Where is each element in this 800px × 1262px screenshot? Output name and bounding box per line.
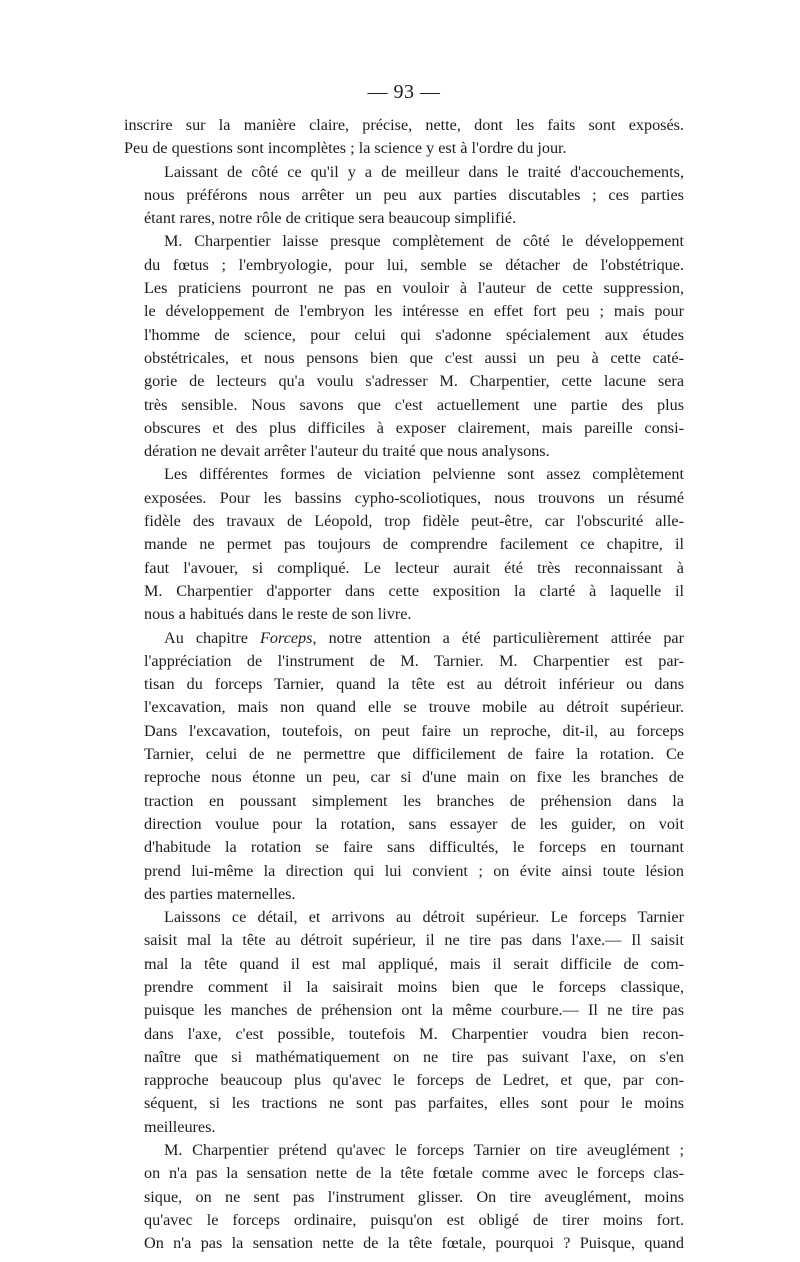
text-line: meilleures. bbox=[144, 1117, 216, 1136]
paragraph bbox=[124, 463, 684, 626]
page-number: — 93 — bbox=[367, 81, 441, 103]
body-text bbox=[124, 114, 684, 1256]
text-line: fidèle des travaux de Léopold, trop fidèle peut-être, car l'obscurité alle- bbox=[144, 512, 684, 531]
text-line: d'habitude la rotation se faire sans difficultés, le forceps en tournant bbox=[144, 838, 684, 857]
paragraph bbox=[124, 161, 684, 231]
text-line: puisque les manches de préhension ont la même courbure.— Il ne tire pas bbox=[144, 1001, 684, 1020]
text-line: l'excavation, mais non quand elle se trouve mobile au détroit supérieur. bbox=[144, 698, 684, 717]
text-line: très sensible. Nous savons que c'est actuellement une partie des plus bbox=[144, 395, 684, 414]
text-line: traction en poussant simplement les branches de préhension dans la bbox=[144, 791, 684, 810]
text-line: M. Charpentier laisse presque complètement de côté le développement bbox=[164, 232, 684, 251]
text-line: saisit mal la tête au détroit supérieur, il ne tire pas dans l'axe.— Il saisit bbox=[144, 931, 684, 950]
text-line: inscrire sur la manière claire, précise, nette, dont les faits sont exposés. bbox=[124, 116, 684, 134]
paragraph bbox=[124, 230, 684, 463]
text-line: prendre comment il la saisirait moins bien que le forceps classique, bbox=[144, 977, 684, 996]
text-line: étant rares, notre rôle de critique sera beaucoup simplifié. bbox=[144, 209, 517, 228]
page bbox=[124, 80, 684, 1256]
text-line: séquent, si les tractions ne sont pas parfaites, elles sont pour le moins bbox=[144, 1094, 684, 1113]
text-line: Au chapitre Forceps, notre attention a été particulièrement attirée par bbox=[164, 628, 684, 647]
text-line: Laissant de côté ce qu'il y a de meilleur dans le traité d'accouchements, bbox=[164, 162, 684, 181]
text-line: Dans l'excavation, toutefois, on peut faire un reproche, dit-il, au forceps bbox=[144, 721, 684, 740]
text-line: exposées. Pour les bassins cypho-scoliotiques, nous trouvons un résumé bbox=[144, 488, 684, 507]
text-line: prend lui-même la direction qui lui convient ; on évite ainsi toute lésion bbox=[144, 861, 684, 880]
text-line: nous préférons nous arrêter un peu aux parties discutables ; ces parties bbox=[144, 185, 684, 204]
text-line: naître que si mathématiquement on ne tire pas suivant l'axe, on s'en bbox=[144, 1047, 684, 1066]
paragraph bbox=[124, 1139, 684, 1255]
text-line: rapproche beaucoup plus qu'avec le forceps de Ledret, et que, par con- bbox=[144, 1071, 684, 1090]
text-line: faut l'avouer, si compliqué. Le lecteur aurait été très reconnaissant à bbox=[144, 558, 684, 577]
text-line: dans l'axe, c'est possible, toutefois M. Charpentier voudra bien recon- bbox=[144, 1024, 684, 1043]
text-line: nous a habitués dans le reste de son livre. bbox=[144, 605, 412, 624]
paragraph bbox=[124, 627, 684, 907]
text-line: des parties maternelles. bbox=[144, 884, 296, 903]
text-line: Laissons ce détail, et arrivons au détroit supérieur. Le forceps Tarnier bbox=[164, 908, 684, 927]
text-line: mal la tête quand il est mal appliqué, mais il serait difficile de com- bbox=[144, 954, 684, 973]
text-line: reproche nous étonne un peu, car si d'une main on fixe les branches de bbox=[144, 768, 684, 787]
text-line: l'appréciation de l'instrument de M. Tarnier. M. Charpentier est par- bbox=[144, 651, 684, 670]
text-line: l'homme de science, pour celui qui s'adonne spécialement aux études bbox=[144, 325, 684, 344]
text-line: obscures et des plus difficiles à exposer clairement, mais pareille consi- bbox=[144, 418, 684, 437]
paragraph bbox=[124, 906, 684, 1139]
text-line: Tarnier, celui de ne permettre que difficilement de faire la rotation. Ce bbox=[144, 745, 684, 764]
text-line: Les différentes formes de viciation pelvienne sont assez complètement bbox=[164, 465, 684, 484]
text-line: M. Charpentier prétend qu'avec le forceps Tarnier on tire aveuglément ; bbox=[164, 1141, 684, 1160]
text-line: qu'avec le forceps ordinaire, puisqu'on est obligé de tirer moins fort. bbox=[144, 1210, 684, 1229]
text-line: du fœtus ; l'embryologie, pour lui, semble se détacher de l'obstétrique. bbox=[144, 255, 684, 274]
text-line: gorie de lecteurs qu'a voulu s'adresser M. Charpentier, cette lacune sera bbox=[144, 372, 684, 391]
text-line: sique, on ne sent pas l'instrument glisser. On tire aveuglément, moins bbox=[144, 1187, 684, 1206]
text-line: mande ne permet pas toujours de comprendre facilement ce chapitre, il bbox=[144, 535, 684, 554]
text-line: on n'a pas la sensation nette de la tête fœtale comme avec le forceps clas- bbox=[144, 1164, 684, 1183]
paragraph bbox=[124, 114, 684, 161]
text-line: tisan du forceps Tarnier, quand la tête est au détroit inférieur ou dans bbox=[144, 675, 684, 694]
text-line: obstétricales, et nous pensons bien que c'est aussi un peu à cette caté- bbox=[144, 348, 684, 367]
text-line: le développement de l'embryon les intéresse en effet fort peu ; mais pour bbox=[144, 302, 684, 321]
text-line: On n'a pas la sensation nette de la tête fœtale, pourquoi ? Puisque, quand bbox=[144, 1234, 684, 1253]
text-line: direction voulue pour la rotation, sans essayer de les guider, on voit bbox=[144, 814, 684, 833]
text-line: dération ne devait arrêter l'auteur du traité que nous analysons. bbox=[144, 442, 550, 461]
text-line: Les praticiens pourront ne pas en vouloir à l'auteur de cette suppression, bbox=[144, 279, 684, 298]
text-line: M. Charpentier d'apporter dans cette exposition la clarté à laquelle il bbox=[144, 581, 684, 600]
text-line: Peu de questions sont incomplètes ; la science y est à l'ordre du jour. bbox=[124, 139, 567, 158]
